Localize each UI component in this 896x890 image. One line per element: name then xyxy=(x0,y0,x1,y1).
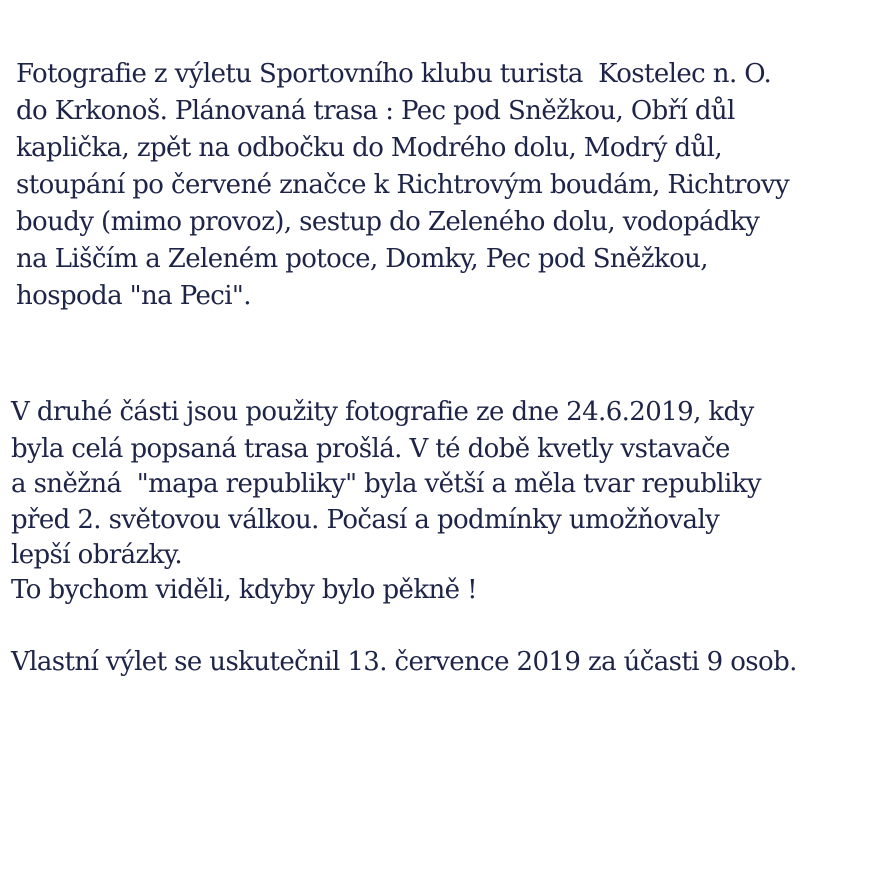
trip-description-line-4: stoupání po červené značce k Richtrovým boudám, Richtrovy xyxy=(16,170,790,200)
second-part-line-6: To bychom viděli, kdyby bylo pěkně ! xyxy=(11,575,477,605)
trip-description-line-3: kaplička, zpět na odbočku do Modrého dolu, Modrý důl, xyxy=(16,133,723,163)
second-part-line-5: lepší obrázky. xyxy=(11,540,183,570)
trip-date-line: Vlastní výlet se uskutečnil 13. července 2019 za účasti 9 osob. xyxy=(11,647,797,677)
second-part-line-1: V druhé části jsou použity fotografie ze dne 24.6.2019, kdy xyxy=(11,397,754,427)
trip-description-line-7: hospoda "na Peci". xyxy=(16,281,251,311)
trip-description-line-6: na Liščím a Zeleném potoce, Domky, Pec pod Sněžkou, xyxy=(16,244,708,274)
trip-description-line-5: boudy (mimo provoz), sestup do Zeleného dolu, vodopádky xyxy=(16,207,760,237)
second-part-line-3: a sněžná "mapa republiky" byla větší a měla tvar republiky xyxy=(11,469,761,499)
second-part-line-2: byla celá popsaná trasa prošlá. V té době kvetly vstavače xyxy=(11,434,730,464)
trip-description-line-2: do Krkonoš. Plánovaná trasa : Pec pod Sněžkou, Obří důl xyxy=(16,96,735,126)
second-part-line-4: před 2. světovou válkou. Počasí a podmínky umožňovaly xyxy=(11,505,720,535)
trip-description-line-1: Fotografie z výletu Sportovního klubu turista Kostelec n. O. xyxy=(16,59,772,89)
